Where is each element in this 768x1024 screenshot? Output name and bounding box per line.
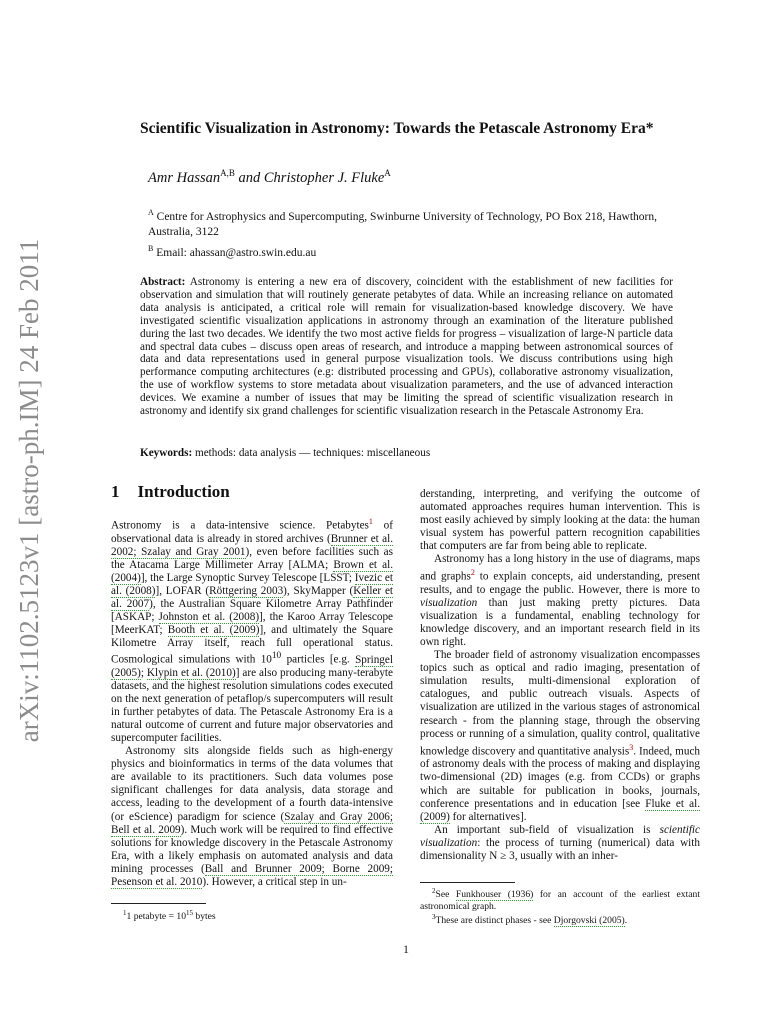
citation-link[interactable]: Szalay and Gray 2006; Bell et al. 2009 (111, 810, 393, 836)
citation-link[interactable]: Djorgovski (2005) (553, 915, 625, 927)
author-affiliation-mark: A (384, 168, 391, 178)
footnote-text: 1 petabyte = 10 (126, 911, 186, 923)
citation-link[interactable]: Springel (2005) (111, 653, 393, 679)
body-text: for alternatives]. (449, 810, 527, 823)
footnotes-right (420, 886, 700, 927)
footnote-divider (111, 903, 206, 904)
emphasis-text: visualization (420, 597, 478, 610)
footnote-link[interactable]: 3 (629, 742, 634, 752)
citation-link[interactable]: Booth et al. (2009) (167, 624, 260, 637)
section-number: 1 (111, 482, 120, 501)
footnote-link[interactable]: 1 (368, 517, 373, 526)
citation-link[interactable]: Ball and Brunner 2009; Borne 2009; Pesenson et al. 2010 (111, 862, 394, 888)
body-text: than just making pretty pictures. Data visualization is a fundamental, enabling technology for knowledge discovery, and an important research field in its own right. (420, 597, 700, 649)
affiliation-text: Centre for Astrophysics and Supercomputing, Swinburne University of Technology, PO Box 218, Hawthorn, Australia, 3122 (148, 210, 658, 239)
arxiv-identifier-text: arXiv:1102.5123v1 [astro-ph.IM] 24 Feb 2011 (14, 238, 45, 742)
body-text: Astronomy is a data-intensive science. Petabytes (111, 519, 369, 532)
keywords (140, 447, 673, 459)
author-name: Christopher J. Fluke (263, 169, 385, 186)
body-text: ], the Large Synoptic Survey Telescope [LSST; (140, 571, 355, 584)
affiliation-mark: A (148, 208, 154, 217)
citation-link[interactable]: Funkhouser (1936) (455, 889, 534, 901)
section-title: Introduction (137, 482, 230, 501)
section-heading (111, 482, 230, 502)
citation-link[interactable]: Klypin et al. (2010) (146, 666, 236, 679)
paragraph (420, 649, 700, 823)
body-text: An important sub-field of visualization is (434, 823, 660, 836)
body-text: ], the Karoo Array Telescope [MeerKAT; (111, 611, 394, 637)
footnote (420, 912, 700, 927)
footnote (420, 886, 700, 912)
citation-link[interactable]: Brown et al. (2004) (111, 558, 393, 584)
footnote-number: 3 (432, 913, 436, 922)
paragraph (420, 824, 700, 863)
page-number: 1 (403, 944, 409, 956)
body-text: derstanding, interpreting, and verifying the outcome of automated approaches requires human intervention. This is most easily achieved by simply looking at the data: the human visual system has powerful pattern recognition capabilities that computers are far from being able to replicate. (420, 488, 700, 553)
keywords-label: Keywords: (140, 447, 193, 459)
right-column (420, 488, 700, 863)
footnote-number: 2 (432, 887, 436, 895)
abstract (140, 276, 673, 418)
body-text: The broader field of astronomy visualization encompasses topics such as optical and radio imaging, presentation of simulation results, multi-dimensional exploration of catalogues, and public outreach visuals. Aspects of visualization are utilized in the various stages of astronomical research - from the planning stage, through the observing process or running of a simulation, quality control, qualitative knowledge discovery and quantitative analysis (420, 649, 700, 758)
author-name: Amr Hassan (148, 169, 221, 186)
body-text: ] are also producing many-terabyte datasets, and the highest resolution simulations codes executed on the next generation of petaflop/s supercomputers will result in further petabytes of data. The Petascale Astronomy Era is a natural outcome of current and future major observatories and supercomputer facilities. (111, 666, 394, 745)
arxiv-identifier-stamp[interactable] (8, 238, 52, 742)
body-text: Astronomy has a long history in the use of diagrams, maps and graphs (420, 553, 700, 584)
paragraph (420, 488, 700, 553)
abstract-text: Astronomy is entering a new era of discovery, coincident with the establishment of new facilities for observation and simulation that will routinely generate petabytes of data. While an increasing reliance on automated data analysis is anticipated, a critical role will remain for visualization-based knowledge discovery. We have investigated scientific visualization applications in astronomy through an examination of the literature published during the last two decades. We identify the two most active fields for progress – visualization of large-N particle data and spectral data cubes – discuss open areas of research, and introduce a mapping between astronomical sources of data and data representations used in general purpose visualization tools. We discuss contributions using high performance computing architectures (e.g: distributed processing and GPUs), collaborative astronomy visualization, the use of workflow systems to store metadata about visualization parameters, and the use of advanced interaction devices. We examine a number of issues that may be limiting the spread of scientific visualization research in astronomy and identify six grand challenges for scientific visualization research in the Petascale Astronomy Era. (140, 276, 674, 418)
citation-link[interactable]: Johnston et al. (2008) (158, 611, 260, 624)
affiliation-b (148, 241, 688, 261)
footnote-text: for an account of the earliest extant astronomical graph. (420, 889, 700, 912)
paper-title: Scientific Visualization in Astronomy: Towards the Petascale Astronomy Era* (140, 120, 654, 137)
footnotes-left (111, 908, 393, 923)
affiliation-mark: B (148, 243, 154, 253)
footnote-link[interactable]: 2 (470, 568, 475, 578)
body-text: ). However, a critical step in un- (202, 875, 347, 888)
footnote-text: bytes (193, 911, 216, 923)
footnote-text: . (624, 915, 628, 927)
body-text: : the process of turning (numerical) data with dimensionality N ≥ 3, usually with an inher- (420, 836, 700, 862)
footnote-text: See (435, 889, 456, 901)
citation-link[interactable]: Ivezic et al. (2008) (111, 571, 393, 597)
left-column (111, 515, 393, 889)
paragraph (111, 515, 393, 745)
affiliations (148, 205, 688, 261)
citation-link[interactable]: Röttgering 2003 (209, 584, 284, 597)
body-text: . Indeed, much of astronomy deals with the process of making and displaying two-dimensional (2D) images (e.g. from CCDs) or graphs which are suitable for publication in books, journals, conference presentations and in education [see (420, 745, 701, 810)
exponent: 10 (271, 651, 282, 662)
body-text: ; (140, 666, 147, 679)
body-text: Astronomy sits alongside fields such as high-energy physics and bioinformatics in terms of the data volumes that are available to its practitioners. Such data volumes pose significant challenges for data analysis, data storage and access, leading to the development of a fourth data-intensive (or eScience) paradigm for science ( (111, 745, 393, 823)
body-text: to explain concepts, aid understanding, present results, and to engage the public. However, there is more to (420, 571, 700, 597)
email-text[interactable]: Email: ahassan@astro.swin.edu.au (156, 246, 317, 259)
author-list (148, 168, 391, 187)
abstract-label: Abstract: (140, 276, 186, 288)
affiliation-a (148, 205, 688, 241)
author-affiliation-mark: A,B (220, 168, 235, 178)
body-text: ), even before facilities such as the Atacama Large Millimeter Array [ALMA; (111, 545, 393, 571)
body-text: ), the Australian Square Kilometre Array Pathfinder [ASKAP; (111, 598, 394, 624)
citation-link[interactable]: Keller et al. 2007 (111, 584, 394, 611)
author-conjunction: and (238, 169, 261, 186)
exponent: 15 (186, 909, 193, 917)
paragraph (111, 745, 393, 889)
emphasis-text: scientific visualization (420, 823, 700, 849)
footnote-number: 1 (123, 909, 127, 917)
footnote-divider (420, 882, 515, 883)
body-text: ], LOFAR ( (155, 584, 210, 597)
keywords-text: methods: data analysis — techniques: miscellaneous (195, 447, 431, 459)
body-text: particles [e.g. (281, 653, 356, 666)
citation-link[interactable]: Brunner et al. 2002; Szalay and Gray 2001 (111, 532, 394, 558)
paragraph (420, 553, 700, 649)
body-text: ). Much work will be required to find effective solutions for knowledge discovery in the Petascale Astronomy Era, with a likely emphasis on automated analysis and data mining processes ( (111, 823, 393, 875)
citation-link[interactable]: Fluke et al. (2009) (420, 797, 700, 823)
body-text: ), SkyMapper ( (283, 584, 354, 597)
body-text: ], and ultimately the Square Kilometre Array itself, reach full operational status. Cosmological simulations with 10 (111, 624, 393, 666)
footnote (111, 908, 393, 923)
footnote-text: These are distinct phases - see (435, 915, 554, 927)
body-text: of observational data is already in stored archives ( (111, 519, 393, 545)
